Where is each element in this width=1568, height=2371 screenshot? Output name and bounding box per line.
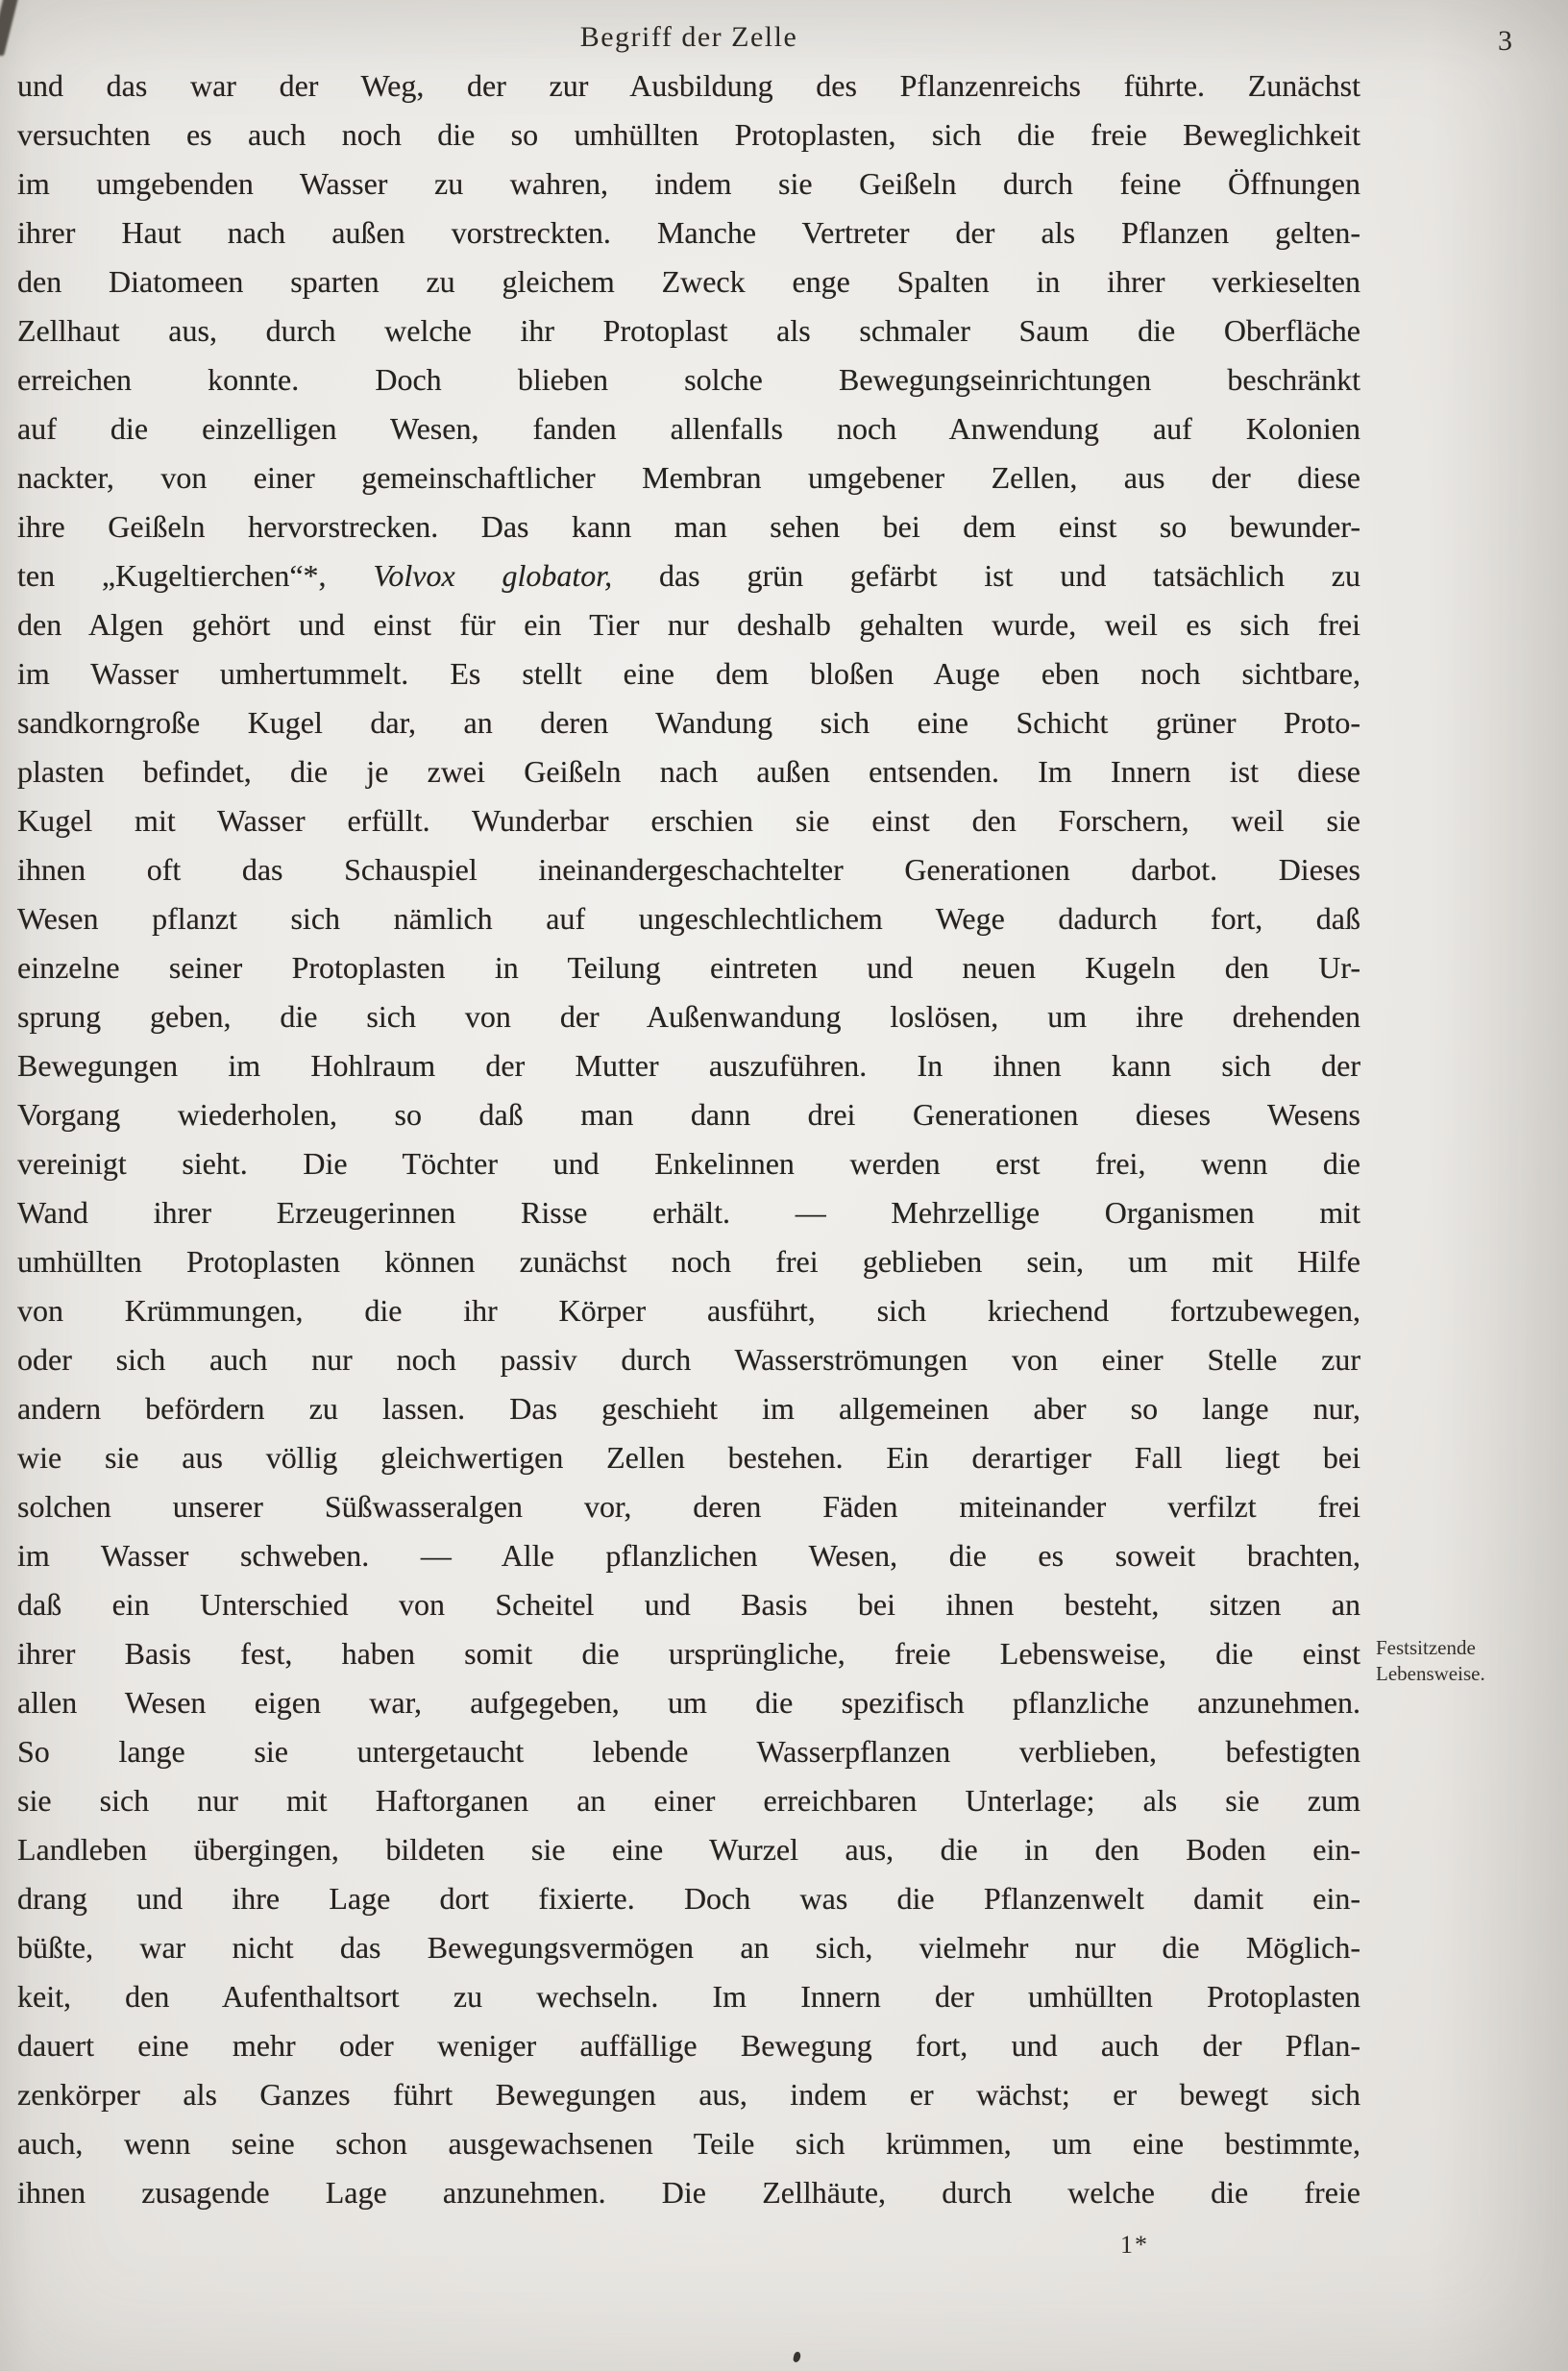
text-line <box>17 1482 1360 1531</box>
text-line <box>17 257 1360 306</box>
scan-speck <box>793 2351 801 2362</box>
margin-note <box>1376 1635 1555 1687</box>
text-segment: im Wasser umhertummelt. Es stellt eine dem bloßen Auge eben noch sichtbare, <box>17 656 1360 691</box>
text-line <box>17 1629 1360 1678</box>
text-segment: allen Wesen eigen war, aufgegeben, um die spezifisch pflanzliche anzunehmen. <box>17 1685 1360 1720</box>
text-segment: sie sich nur mit Haftorganen an einer erreichbaren Unterlage; als sie zum <box>17 1783 1360 1818</box>
text-segment: ihnen oft das Schauspiel ineinandergeschachtelter Generationen darbot. Dieses <box>17 852 1360 887</box>
text-segment: im Wasser schweben. — Alle pflanzlichen Wesen, die es soweit brachten, <box>17 1538 1360 1573</box>
scan-edge-artifact <box>0 0 19 57</box>
text-segment: im umgebenden Wasser zu wahren, indem sie Geißeln durch feine Öffnungen <box>17 166 1360 201</box>
text-line <box>17 747 1360 796</box>
text-line <box>17 1923 1360 1972</box>
text-line <box>17 1286 1360 1335</box>
margin-note-line: Lebensweise. <box>1376 1662 1485 1685</box>
text-segment: sprung geben, die sich von der Außenwandung loslösen, um ihre drehenden <box>17 999 1360 1034</box>
text-segment: versuchten es auch noch die so umhüllten Protoplasten, sich die freie Beweglichkeit <box>17 117 1360 152</box>
text-line <box>17 2021 1360 2070</box>
species-name-italic: Volvox globator, <box>373 558 613 593</box>
text-line <box>17 551 1360 600</box>
text-line <box>17 1531 1360 1580</box>
text-segment: einzelne seiner Protoplasten in Teilung eintreten und neuen Kugeln den Ur- <box>17 950 1360 985</box>
text-segment: umhüllten Protoplasten können zunächst noch frei geblieben sein, um mit Hilfe <box>17 1244 1360 1279</box>
text-segment: ihre Geißeln hervorstrecken. Das kann man sehen bei dem einst so bewunder- <box>17 509 1360 544</box>
text-segment: den Algen gehört und einst für ein Tier nur deshalb gehalten wurde, weil es sich frei <box>17 607 1360 642</box>
text-line <box>17 1825 1360 1874</box>
text-segment: büßte, war nicht das Bewegungsvermögen an sich, vielmehr nur die Möglich- <box>17 1930 1360 1965</box>
text-segment: sandkorngroße Kugel dar, an deren Wandung sich eine Schicht grüner Proto- <box>17 705 1360 740</box>
signature-mark: 1* <box>1120 2231 1149 2259</box>
text-line <box>17 992 1360 1041</box>
text-segment: und das war der Weg, der zur Ausbildung des Pflanzenreichs führte. Zunächst <box>17 68 1360 103</box>
text-line <box>17 845 1360 894</box>
text-segment: Landleben übergingen, bildeten sie eine Wurzel aus, die in den Boden ein- <box>17 1832 1360 1867</box>
text-line <box>17 502 1360 551</box>
text-line <box>17 1776 1360 1825</box>
text-segment: vereinigt sieht. Die Töchter und Enkelinnen werden erst frei, wenn die <box>17 1146 1360 1181</box>
text-line <box>17 404 1360 453</box>
text-segment: Vorgang wiederholen, so daß man dann drei Generationen dieses Wesens <box>17 1097 1360 1132</box>
text-segment: nackter, von einer gemeinschaftlicher Membran umgebener Zellen, aus der diese <box>17 460 1360 495</box>
text-line <box>17 208 1360 257</box>
text-line <box>17 1384 1360 1433</box>
text-line <box>17 453 1360 502</box>
text-segment: keit, den Aufenthaltsort zu wechseln. Im Innern der umhüllten Protoplasten <box>17 1979 1360 2014</box>
text-line <box>17 1874 1360 1923</box>
text-segment: den Diatomeen sparten zu gleichem Zweck enge Spalten in ihrer verkieselten <box>17 264 1360 299</box>
text-line <box>17 1972 1360 2021</box>
text-line <box>17 698 1360 747</box>
body-text <box>17 61 1360 2217</box>
text-line <box>17 1237 1360 1286</box>
text-line <box>17 1188 1360 1237</box>
text-segment: erreichen konnte. Doch blieben solche Bewegungseinrichtungen beschränkt <box>17 362 1360 397</box>
page-number: 3 <box>1498 25 1512 57</box>
text-line <box>17 1678 1360 1727</box>
text-segment: das grün gefärbt ist und tatsächlich zu <box>612 558 1361 593</box>
text-line <box>17 355 1360 404</box>
text-segment: andern befördern zu lassen. Das geschieht im allgemeinen aber so lange nur, <box>17 1391 1360 1426</box>
text-line <box>17 110 1360 159</box>
text-segment: von Krümmungen, die ihr Körper ausführt, sich kriechend fortzubewegen, <box>17 1293 1360 1328</box>
text-line <box>17 894 1360 943</box>
margin-note-line: Festsitzende <box>1376 1636 1476 1659</box>
text-segment: wie sie aus völlig gleichwertigen Zellen bestehen. Ein derartiger Fall liegt bei <box>17 1440 1360 1475</box>
text-segment: daß ein Unterschied von Scheitel und Basis bei ihnen besteht, sitzen an <box>17 1587 1360 1622</box>
text-segment: auch, wenn seine schon ausgewachsenen Teile sich krümmen, um eine bestimmte, <box>17 2126 1360 2161</box>
text-segment: zenkörper als Ganzes führt Bewegungen aus, indem er wächst; er bewegt sich <box>17 2077 1360 2112</box>
text-segment: solchen unserer Süßwasseralgen vor, deren Fäden miteinander verfilzt frei <box>17 1489 1360 1524</box>
text-line <box>17 306 1360 355</box>
text-line <box>17 1041 1360 1090</box>
text-line <box>17 2070 1360 2119</box>
text-segment: drang und ihre Lage dort fixierte. Doch was die Pflanzenwelt damit ein- <box>17 1881 1360 1916</box>
running-title: Begriff der Zelle <box>579 21 798 53</box>
text-segment: plasten befindet, die je zwei Geißeln nach außen entsenden. Im Innern ist diese <box>17 754 1360 789</box>
text-segment: Wand ihrer Erzeugerinnen Risse erhält. — Mehrzellige Organismen mit <box>17 1195 1360 1230</box>
text-line <box>17 649 1360 698</box>
text-line <box>17 943 1360 992</box>
text-line <box>17 159 1360 208</box>
text-segment: So lange sie untergetaucht lebende Wasserpflanzen verblieben, befestigten <box>17 1734 1360 1769</box>
text-line <box>17 796 1360 845</box>
text-segment: auf die einzelligen Wesen, fanden allenfalls noch Anwendung auf Kolonien <box>17 411 1360 446</box>
text-segment: oder sich auch nur noch passiv durch Wasserströmungen von einer Stelle zur <box>17 1342 1360 1377</box>
text-segment: Kugel mit Wasser erfüllt. Wunderbar erschien sie einst den Forschern, weil sie <box>17 803 1360 838</box>
text-line <box>17 1139 1360 1188</box>
text-line <box>17 2168 1360 2217</box>
text-segment: ihrer Basis fest, haben somit die ursprüngliche, freie Lebensweise, die einst <box>17 1636 1360 1671</box>
text-line <box>17 61 1360 110</box>
text-segment: ten „Kugeltierchen“*, <box>17 558 374 593</box>
text-line <box>17 1433 1360 1482</box>
text-line <box>17 1727 1360 1776</box>
text-line <box>17 1090 1360 1139</box>
text-segment: Wesen pflanzt sich nämlich auf ungeschlechtlichem Wege dadurch fort, daß <box>17 901 1360 936</box>
text-segment: ihnen zusagende Lage anzunehmen. Die Zellhäute, durch welche die freie <box>17 2175 1360 2210</box>
text-segment: Zellhaut aus, durch welche ihr Protoplast als schmaler Saum die Oberfläche <box>17 313 1360 348</box>
text-line <box>17 1580 1360 1629</box>
text-segment: Bewegungen im Hohlraum der Mutter auszuführen. In ihnen kann sich der <box>17 1048 1360 1083</box>
text-segment: dauert eine mehr oder weniger auffällige Bewegung fort, und auch der Pflan- <box>17 2028 1360 2063</box>
text-line <box>17 2119 1360 2168</box>
text-segment: ihrer Haut nach außen vorstreckten. Manche Vertreter der als Pflanzen gelten- <box>17 215 1360 250</box>
text-line <box>17 1335 1360 1384</box>
text-line <box>17 600 1360 649</box>
